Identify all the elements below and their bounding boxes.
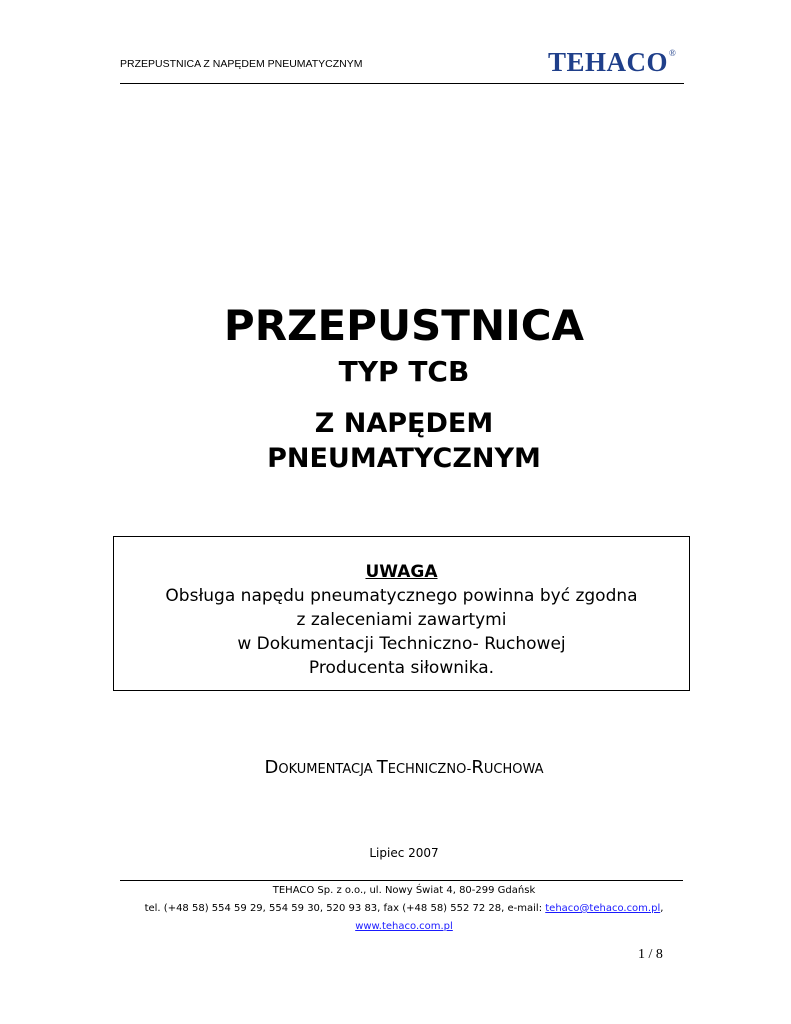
header-divider <box>120 83 684 84</box>
document-subtitle-line2: PNEUMATYCZNYM <box>267 443 541 474</box>
logo-text: TEHACO <box>548 47 669 77</box>
notice-line: Producenta siłownika. <box>308 658 495 678</box>
doc-type-word-1: OKUMENTACJA <box>278 762 377 777</box>
notice-line: z zaleceniami zawartymi <box>296 610 507 630</box>
email-link[interactable]: tehaco@tehaco.com.pl <box>545 903 661 914</box>
page-number: 1 / 8 <box>638 947 663 962</box>
doc-type-initial-t: T <box>376 757 388 778</box>
company-logo <box>548 49 676 76</box>
notice-heading: UWAGA <box>365 562 438 582</box>
document-subtitle-line1: Z NAPĘDEM <box>314 408 494 439</box>
doc-type-word-2: ECHNICZNO- <box>387 762 472 777</box>
footer-address: TEHACO Sp. z o.o., ul. Nowy Świat 4, 80-299 Gdańsk <box>272 885 536 896</box>
doc-type-word-3: UCHOWA <box>483 762 544 777</box>
document-type: TYP TCB <box>338 355 470 388</box>
notice-line: w Dokumentacji Techniczno- Ruchowej <box>237 634 566 654</box>
page-header-title: PRZEPUSTNICA Z NAPĘDEM PNEUMATYCZNYM <box>120 58 363 70</box>
document-title: PRZEPUSTNICA <box>223 301 585 350</box>
notice-line: Obsługa napędu pneumatycznego powinna być zgodna <box>165 586 638 606</box>
footer-comma: , <box>660 903 664 914</box>
website-link[interactable]: www.tehaco.com.pl <box>355 921 453 932</box>
footer-divider <box>120 880 683 881</box>
registered-mark: ® <box>669 48 677 58</box>
doc-type-initial-r: R <box>471 757 484 778</box>
document-date: Lipiec 2007 <box>369 846 439 860</box>
notice-box <box>113 536 690 691</box>
documentation-type <box>0 757 791 781</box>
footer-contacts <box>0 902 791 916</box>
footer-website <box>0 920 791 934</box>
doc-type-initial-d: D <box>264 757 279 778</box>
footer-phones: tel. (+48 58) 554 59 29, 554 59 30, 520 93 83, fax (+48 58) 552 72 28, e-mail: <box>144 903 546 914</box>
